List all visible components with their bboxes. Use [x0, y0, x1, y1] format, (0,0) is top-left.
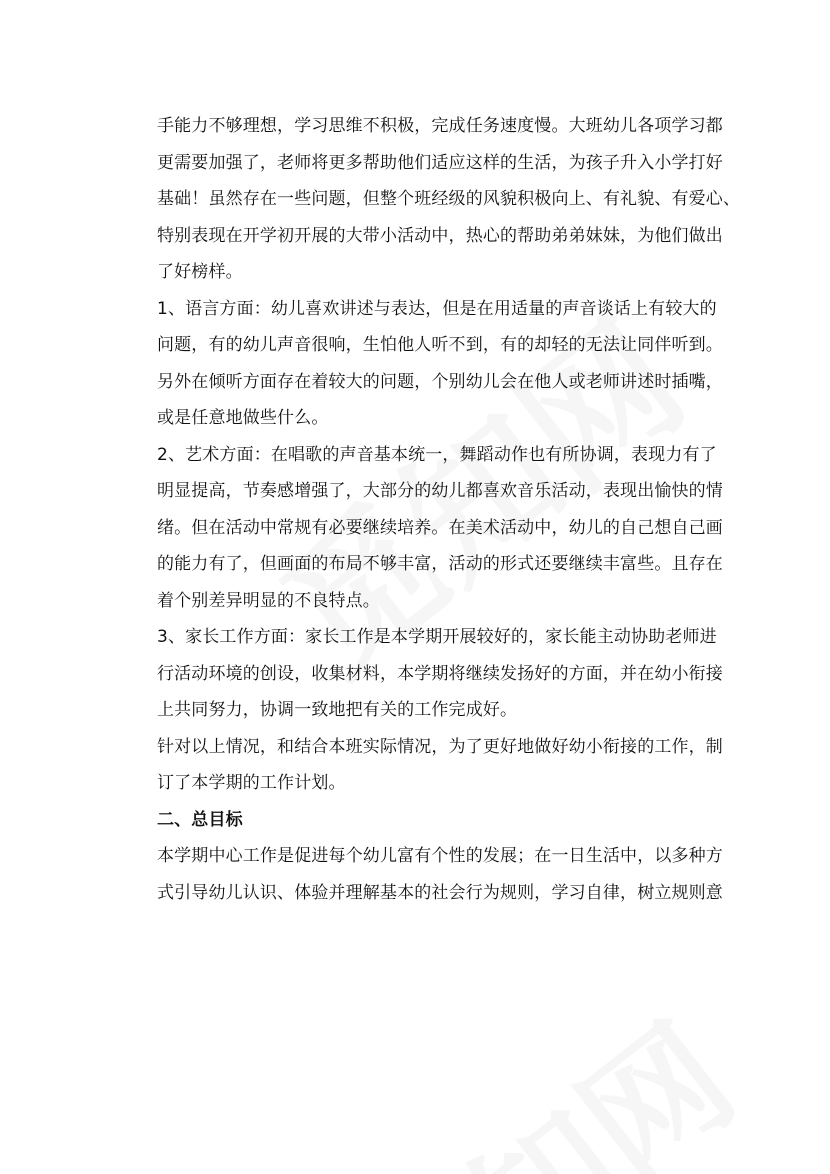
paragraph-line: 的能力有了，但画面的布局不够丰富，活动的形式还要继续丰富些。且存在	[157, 554, 723, 574]
paragraph-line: 着个别差异明显的不良特点。	[157, 590, 380, 611]
section-heading: 二、总目标	[157, 809, 243, 830]
paragraph-line: 式引导幼儿认识、体验并理解基本的社会行为规则，学习自律，树立规则意	[157, 882, 723, 903]
paragraph-line: 3、家长工作方面：家长工作是本学期开展较好的，家长能主动协助老师进	[157, 627, 717, 647]
paragraph-line: 手能力不够理想，学习思维不积极，完成任务速度慢。大班幼儿各项学习都	[157, 116, 723, 136]
paragraph-line: 明显提高，节奏感增强了，大部分的幼儿都喜欢音乐活动，表现出愉快的情	[157, 481, 723, 501]
paragraph-line: 更需要加强了，老师将更多帮助他们适应这样的生活，为孩子升入小学打好	[157, 152, 723, 173]
paragraph-line: 1、语言方面：幼儿喜欢讲述与表达，但是在用适量的声音谈话上有较大的	[157, 298, 717, 319]
paragraph-line: 问题，有的幼儿声音很响，生怕他人听不到，有的却轻的无法让同伴听到。	[157, 335, 723, 355]
paragraph-line: 针对以上情况，和结合本班实际情况，为了更好地做好幼小衔接的工作，制	[157, 736, 723, 757]
paragraph-line: 行活动环境的创设，收集材料，本学期将继续发扬好的方面，并在幼小衔接	[157, 663, 723, 684]
paragraph-line: 特别表现在开学初开展的大带小活动中，热心的帮助弟弟妹妹，为他们做出	[157, 225, 723, 246]
paragraph-line: 2、艺术方面：在唱歌的声音基本统一，舞蹈动作也有所协调，表现力有了	[157, 444, 717, 465]
paragraph-line: 或是任意地做些什么。	[157, 408, 329, 428]
paragraph-line: 了好榜样。	[157, 262, 243, 282]
paragraph-line: 上共同努力，协调一致地把有关的工作完成好。	[157, 700, 518, 720]
paragraph-line: 订了本学期的工作计划。	[157, 773, 346, 793]
paragraph-line: 绪。但在活动中常规有必要继续培养。在美术活动中，幼儿的自己想自己画	[157, 517, 723, 538]
paragraph-line: 本学期中心工作是促进每个幼儿富有个性的发展；在一日生活中，以多种方	[157, 846, 723, 866]
document-body	[157, 108, 741, 911]
watermark	[313, 972, 768, 1174]
paragraph-line: 基础！虽然存在一些问题，但整个班经级的风貌积极向上、有礼貌、有爱心、	[157, 189, 741, 209]
paragraph-line: 另外在倾听方面存在着较大的问题，个别幼儿会在他人或老师讲述时插嘴，	[157, 371, 723, 392]
